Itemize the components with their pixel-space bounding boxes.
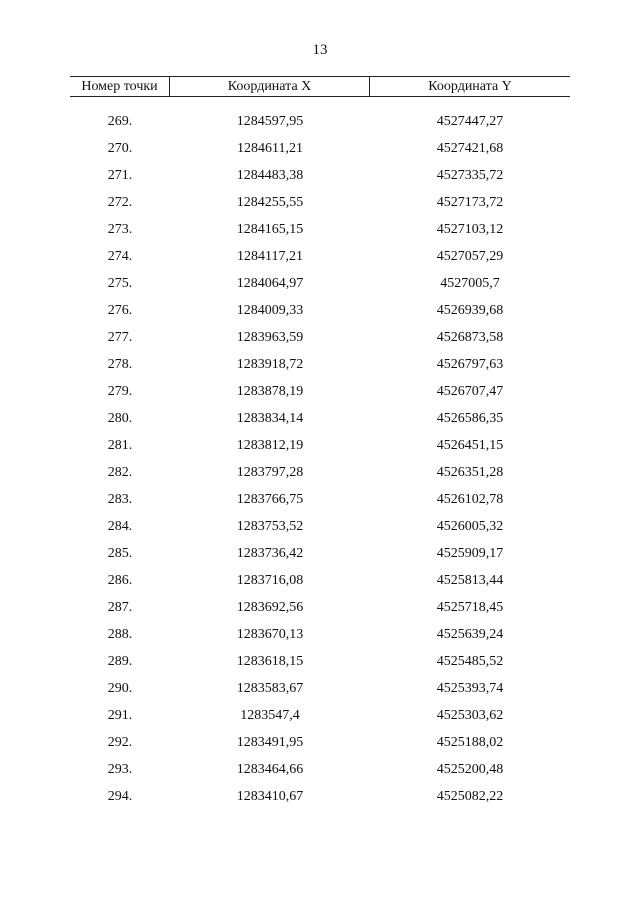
cell-point-number: 292. <box>107 734 133 750</box>
cell-coordinate-x: 1283547,4 <box>240 707 300 723</box>
cell-coordinate-x: 1284117,21 <box>237 248 303 264</box>
cell-coordinate-y: 4525639,24 <box>436 626 504 642</box>
cell-coordinate-y: 4525718,45 <box>436 599 504 615</box>
cell-point-number: 274. <box>107 248 133 264</box>
cell-coordinate-x: 1283753,52 <box>236 518 304 534</box>
cell-coordinate-x: 1284483,38 <box>236 167 304 183</box>
cell-coordinate-x: 1283812,19 <box>236 437 304 453</box>
cell-coordinate-x: 1283963,59 <box>236 329 304 345</box>
cell-point-number: 273. <box>107 221 133 237</box>
cell-coordinate-y: 4526351,28 <box>436 464 504 480</box>
header-coordinate-y: Координата Y <box>428 78 512 94</box>
cell-coordinate-x: 1283491,95 <box>236 734 304 750</box>
table-row <box>70 702 570 729</box>
table-row <box>70 648 570 675</box>
cell-coordinate-y: 4526797,63 <box>436 356 504 372</box>
cell-point-number: 287. <box>107 599 133 615</box>
cell-point-number: 282. <box>107 464 133 480</box>
table-row <box>70 324 570 351</box>
cell-coordinate-x: 1284064,97 <box>236 275 304 291</box>
cell-coordinate-y: 4526102,78 <box>436 491 504 507</box>
cell-coordinate-y: 4526451,15 <box>436 437 504 453</box>
table-row <box>70 594 570 621</box>
table-row <box>70 540 570 567</box>
cell-coordinate-y: 4527173,72 <box>436 194 504 210</box>
cell-coordinate-x: 1283797,28 <box>236 464 304 480</box>
table-row <box>70 108 570 135</box>
cell-coordinate-y: 4527447,27 <box>436 113 504 129</box>
cell-coordinate-x: 1283670,13 <box>236 626 304 642</box>
cell-coordinate-y: 4525200,48 <box>436 761 504 777</box>
cell-point-number: 285. <box>107 545 133 561</box>
cell-coordinate-y: 4525909,17 <box>436 545 504 561</box>
page-number: 13 <box>312 42 328 58</box>
table-row <box>70 351 570 378</box>
cell-coordinate-y: 4526005,32 <box>436 518 504 534</box>
table-row <box>70 783 570 810</box>
table-row <box>70 459 570 486</box>
cell-point-number: 294. <box>107 788 133 804</box>
table-row <box>70 243 570 270</box>
table-row <box>70 432 570 459</box>
cell-coordinate-y: 4525082,22 <box>436 788 504 804</box>
table-row <box>70 135 570 162</box>
table-row <box>70 729 570 756</box>
table-row <box>70 216 570 243</box>
cell-point-number: 276. <box>107 302 133 318</box>
cell-point-number: 293. <box>107 761 133 777</box>
cell-point-number: 269. <box>107 113 133 129</box>
table-row <box>70 378 570 405</box>
cell-coordinate-x: 1284597,95 <box>236 113 304 129</box>
cell-point-number: 288. <box>107 626 133 642</box>
cell-point-number: 272. <box>107 194 133 210</box>
cell-coordinate-x: 1283766,75 <box>236 491 304 507</box>
cell-point-number: 271. <box>107 167 133 183</box>
cell-coordinate-y: 4525485,52 <box>436 653 504 669</box>
table-row <box>70 297 570 324</box>
header-coordinate-x: Координата X <box>170 77 370 96</box>
cell-point-number: 283. <box>107 491 133 507</box>
cell-coordinate-y: 4525813,44 <box>436 572 504 588</box>
cell-coordinate-y: 4527057,29 <box>436 248 504 264</box>
cell-point-number: 270. <box>107 140 133 156</box>
cell-point-number: 279. <box>107 383 133 399</box>
cell-coordinate-y: 4526873,58 <box>436 329 504 345</box>
cell-coordinate-y: 4525303,62 <box>436 707 504 723</box>
table-row <box>70 189 570 216</box>
table-header <box>70 76 570 97</box>
cell-point-number: 291. <box>107 707 133 723</box>
cell-coordinate-y: 4527421,68 <box>436 140 504 156</box>
cell-point-number: 280. <box>107 410 133 426</box>
table-row <box>70 513 570 540</box>
table-row <box>70 567 570 594</box>
table-row <box>70 621 570 648</box>
cell-coordinate-y: 4526707,47 <box>436 383 504 399</box>
cell-point-number: 290. <box>107 680 133 696</box>
table-row <box>70 405 570 432</box>
header-point-number: Номер точки <box>70 77 170 96</box>
table-row <box>70 270 570 297</box>
cell-point-number: 286. <box>107 572 133 588</box>
cell-coordinate-x: 1283464,66 <box>236 761 304 777</box>
cell-coordinate-x: 1283878,19 <box>236 383 304 399</box>
cell-coordinate-x: 1283583,67 <box>236 680 304 696</box>
cell-coordinate-x: 1284009,33 <box>236 302 304 318</box>
cell-point-number: 281. <box>107 437 133 453</box>
cell-coordinate-x: 1283918,72 <box>236 356 304 372</box>
cell-coordinate-x: 1283716,08 <box>236 572 304 588</box>
table-row <box>70 675 570 702</box>
cell-coordinate-x: 1283834,14 <box>236 410 304 426</box>
cell-coordinate-x: 1284255,55 <box>236 194 304 210</box>
cell-point-number: 278. <box>107 356 133 372</box>
cell-coordinate-y: 4526586,35 <box>436 410 504 426</box>
cell-coordinate-y: 4526939,68 <box>436 302 504 318</box>
cell-coordinate-y: 4527335,72 <box>436 167 504 183</box>
table-row <box>70 486 570 513</box>
table-row <box>70 162 570 189</box>
cell-point-number: 277. <box>107 329 133 345</box>
cell-coordinate-y: 4527103,12 <box>436 221 504 237</box>
table-row <box>70 756 570 783</box>
cell-coordinate-x: 1284611,21 <box>237 140 303 156</box>
cell-point-number: 289. <box>107 653 133 669</box>
cell-point-number: 284. <box>107 518 133 534</box>
cell-coordinate-y: 4525393,74 <box>436 680 504 696</box>
cell-coordinate-x: 1284165,15 <box>236 221 304 237</box>
cell-point-number: 275. <box>107 275 133 291</box>
cell-coordinate-x: 1283692,56 <box>236 599 304 615</box>
cell-coordinate-y: 4525188,02 <box>436 734 504 750</box>
cell-coordinate-x: 1283736,42 <box>236 545 304 561</box>
table-body <box>70 108 570 810</box>
cell-coordinate-x: 1283618,15 <box>236 653 304 669</box>
cell-coordinate-x: 1283410,67 <box>236 788 304 804</box>
cell-coordinate-y: 4527005,7 <box>440 275 500 291</box>
